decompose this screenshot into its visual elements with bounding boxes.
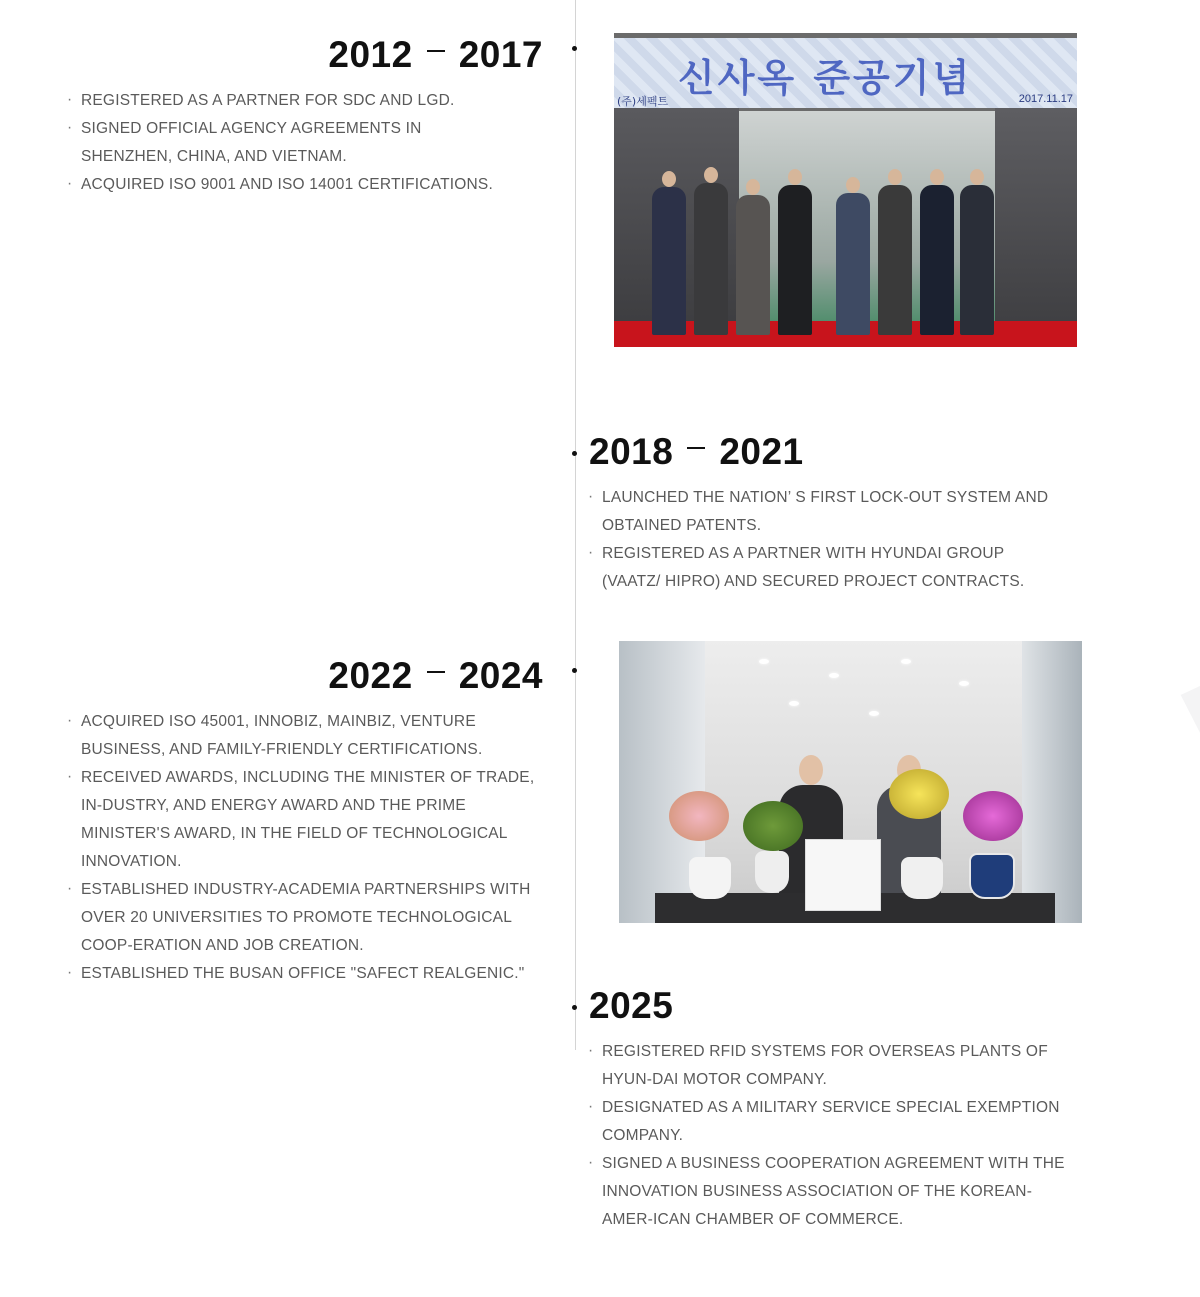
person xyxy=(694,183,728,335)
person xyxy=(836,193,870,335)
orchid-flowers xyxy=(963,791,1023,841)
period-title xyxy=(589,433,804,470)
period-item: · RECEIVED AWARDS, INCLUDING THE MINISTER OF TRADE, IN-DUSTRY, AND ENERGY AWARD AND THE PRIME MINISTER'S AWARD, IN THE FIELD OF TECHNOLOGICAL INNOVATION. xyxy=(67,764,553,876)
timeline-dot xyxy=(572,451,577,456)
timeline-dot xyxy=(572,1005,577,1010)
period-item: · DESIGNATED AS A MILITARY SERVICE SPECIAL EXEMPTION COMPANY. xyxy=(588,1094,1074,1150)
period-start-year: 2022 xyxy=(328,655,413,696)
period-items-list xyxy=(67,708,553,988)
timeline-dot xyxy=(572,668,577,673)
ceiling-light xyxy=(759,659,769,664)
orchid-flowers xyxy=(889,769,949,819)
period-item: · ACQUIRED ISO 45001, INNOBIZ, MAINBIZ, VENTURE BUSINESS, AND FAMILY-FRIENDLY CERTIFICATIONS. xyxy=(67,708,553,764)
period-items-list xyxy=(67,87,507,199)
flower-pot xyxy=(901,857,943,899)
banner-title: 신사옥 준공기념 xyxy=(678,56,973,100)
ceiling-light xyxy=(789,701,799,706)
period-end-year: 2021 xyxy=(719,431,804,472)
person xyxy=(652,187,686,335)
ceiling-light xyxy=(829,673,839,678)
timeline-axis xyxy=(575,0,576,1050)
period-title xyxy=(328,657,543,694)
period-end-year: 2024 xyxy=(458,655,543,696)
period-title xyxy=(328,36,543,73)
period-title xyxy=(589,987,673,1024)
period-end-year: 2017 xyxy=(458,34,543,75)
period-item: · REGISTERED RFID SYSTEMS FOR OVERSEAS PLANTS OF HYUN-DAI MOTOR COMPANY. xyxy=(588,1038,1074,1094)
orchid-flowers xyxy=(669,791,729,841)
period-dash xyxy=(427,50,445,52)
gift-boxes xyxy=(805,839,881,911)
period-item: · ACQUIRED ISO 9001 AND ISO 14001 CERTIFICATIONS. xyxy=(67,171,507,199)
period-item: · ESTABLISHED THE BUSAN OFFICE "SAFECT REALGENIC." xyxy=(67,960,553,988)
person xyxy=(920,185,954,335)
office-opening-photo xyxy=(619,641,1082,923)
glass-wall xyxy=(1022,641,1082,923)
banner-company: (주)세펙트 xyxy=(617,95,669,108)
period-item: · ESTABLISHED INDUSTRY-ACADEMIA PARTNERSHIPS WITH OVER 20 UNIVERSITIES TO PROMOTE TECHNOLOGICAL COOP-ERATION AND JOB CREATION. xyxy=(67,876,553,960)
banner-date: 2017.11.17 xyxy=(1018,93,1073,105)
building-wall xyxy=(995,108,1077,328)
person xyxy=(960,185,994,335)
period-item: · SIGNED OFFICIAL AGENCY AGREEMENTS IN SHENZHEN, CHINA, AND VIETNAM. xyxy=(67,115,507,171)
ceiling-light xyxy=(901,659,911,664)
person xyxy=(736,195,770,335)
period-item: · REGISTERED AS A PARTNER WITH HYUNDAI GROUP (VAATZ/ HIPRO) AND SECURED PROJECT CONTRACTS. xyxy=(588,540,1058,596)
period-items-list xyxy=(588,484,1058,596)
ceremony-banner xyxy=(614,38,1077,108)
period-start-year: 2018 xyxy=(589,431,674,472)
period-dash xyxy=(427,671,445,673)
period-items-list xyxy=(588,1038,1074,1234)
plant-leaves xyxy=(743,801,803,851)
flower-pot xyxy=(969,853,1015,899)
period-item: · LAUNCHED THE NATION’ S FIRST LOCK-OUT SYSTEM AND OBTAINED PATENTS. xyxy=(588,484,1058,540)
person xyxy=(878,185,912,335)
flower-pot xyxy=(689,857,731,899)
period-start-year: 2025 xyxy=(589,985,674,1026)
ceiling-light xyxy=(959,681,969,686)
period-start-year: 2012 xyxy=(328,34,413,75)
ceiling-light xyxy=(869,711,879,716)
ceremony-photo xyxy=(614,33,1077,347)
period-dash xyxy=(687,447,705,449)
person xyxy=(778,185,812,335)
timeline-dot xyxy=(572,46,577,51)
period-item: · SIGNED A BUSINESS COOPERATION AGREEMENT WITH THE INNOVATION BUSINESS ASSOCIATION OF THE KOREAN-AMER-ICAN CHAMBER OF COMMERCE. xyxy=(588,1150,1074,1234)
flower-pot xyxy=(755,851,789,893)
period-item: · REGISTERED AS A PARTNER FOR SDC AND LGD. xyxy=(67,87,507,115)
